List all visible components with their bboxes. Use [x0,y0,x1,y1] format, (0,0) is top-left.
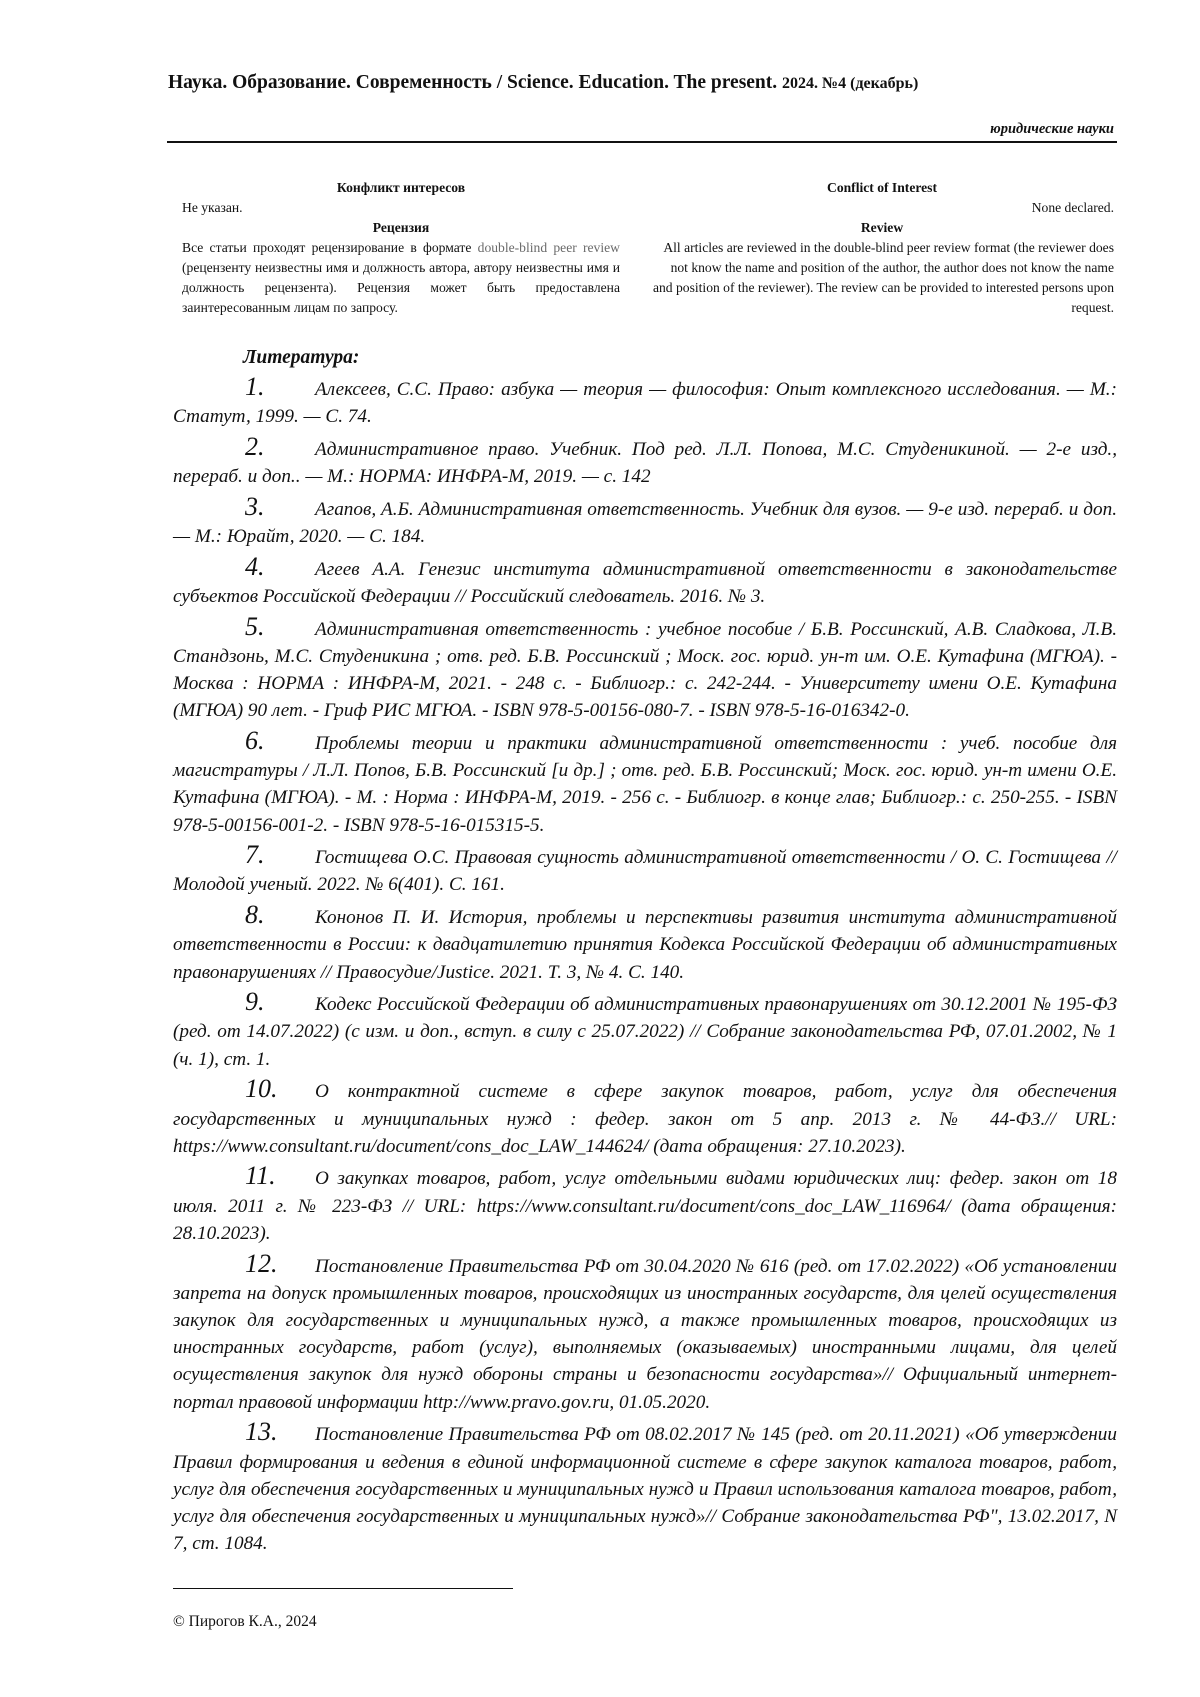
russian-declarations [182,178,620,318]
reference-number: 2. [245,431,265,461]
review-text-ru-format: double-blind peer review [477,240,620,255]
reference-number: 11. [245,1161,276,1191]
reference-number: 4. [245,551,265,581]
reference-number: 6. [245,725,265,755]
review-text-ru [182,238,620,318]
conflict-title-en: Conflict of Interest [827,180,937,195]
reference-item [173,1075,1117,1160]
reference-item [173,727,1117,839]
english-declarations [650,178,1114,318]
reference-text: Кононов П. И. История, проблемы и перспективы развития института административной ответственности в России: к двадцатилетию принятия Кодекса Российской Федерации об административных правонарушениях // Правосудие/Justice. 2021. Т. 3, № 4. С. 140. [173,907,1117,983]
reference-number: 1. [245,372,265,401]
review-text-en: All articles are reviewed in the double-blind peer review format (the reviewer does not know the name and position of the author, the author does not know the name and position of the reviewer). The review can be provided to interested persons upon request. [652,240,1114,315]
reference-text: Административное право. Учебник. Под ред. Л.Л. Попова, М.С. Студеникиной. — 2-е изд., перераб. и доп.. — М.: НОРМА: ИНФРА-М, 2019. — с. 142 [173,438,1117,488]
reference-item [173,433,1117,490]
journal-name: Наука. Образование. Современность / Science. Education. The present. [168,72,778,93]
reference-item [173,493,1117,550]
reference-text: О закупках товаров, работ, услуг отдельными видами юридических лиц: федер. закон от 18 июля. 2011 г. № 223-ФЗ // URL: https://www.consultant.ru/document/cons_doc_LAW_116964/ (дата обращения: 28.10.2023). [173,1168,1117,1244]
reference-item [173,1250,1117,1416]
reference-item [173,613,1117,725]
section-label: юридические науки [990,121,1114,137]
literature-title: Литература: [243,347,360,368]
reference-text: Проблемы теории и практики административной ответственности : учеб. пособие для магистратуры / Л.Л. Попов, Б.В. Россинский [и др.] ; отв. ред. Б.В. Россинский; Моск. гос. юрид. ун-т имени О.Е. Кутафина (МГЮА). - М. : Норма : ИНФРА-М, 2019. - 256 с. - Библиогр. в конце глав; Библиогр.: с. 250-255. - ISBN 978-5-00156-001-2. - ISBN 978-5-16-015315-5. [173,732,1117,836]
reference-item [173,1162,1117,1247]
journal-issue: 2024. №4 (декабрь) [782,75,919,92]
review-title-en: Review [860,220,904,235]
reference-text: О контрактной системе в сфере закупок товаров, работ, услуг для обеспечения государственных и муниципальных нужд : федер. закон от 5 апр. 2013 г. № 44-ФЗ.// URL: https://www.consultant.ru/document/cons_doc_LAW_144624/ (дата обращения: 27.10.2023). [173,1081,1117,1157]
reference-item [173,1418,1117,1557]
journal-title [168,72,1068,94]
reference-item [173,841,1117,898]
reference-number: 7. [245,840,265,870]
reference-text: Постановление Правительства РФ от 08.02.2017 № 145 (ред. от 20.11.2021) «Об утверждении Правил формирования и ведения в единой информационной системе в сфере закупок каталога товаров, работ, услуг для обеспечения государственных и муниципальных нужд и Правил использования каталога товаров, работ, услуг для обеспечения государственных и муниципальных нужд»// Собрание законодательства РФ", 13.02.2017, N 7, ст. 1084. [173,1424,1117,1555]
reference-text: Гостищева О.С. Правовая сущность административной ответственности / О. С. Гостищева // Молодой ученый. 2022. № 6(401). С. 161. [173,847,1117,896]
reference-item [173,988,1117,1073]
conflict-title-ru: Конфликт интересов [336,180,466,195]
reference-item [173,553,1117,610]
review-title-ru: Рецензия [372,220,430,235]
review-text-ru-part2: (рецензенту неизвестны имя и должность автора, автору неизвестны имя и должность рецензента). Рецензия может быть предоставлена заинтересованным лицам по запросу. [182,260,620,315]
header-divider [167,141,1117,143]
reference-number: 9. [245,987,265,1017]
reference-text: Административная ответственность : учебное пособие / Б.В. Россинский, А.В. Сладкова, Л.В. Стандзонь, М.С. Студеникина ; отв. ред. Б.В. Россинский ; Моск. гос. юрид. ун-т им. О.Е. Кутафина (МГЮА). - Москва : НОРМА : ИНФРА-М, 2021. - 248 с. - Библиогр.: с. 242-244. - Университету имени О.Е. Кутафина (МГЮА) 90 лет. - Гриф РИС МГЮА. - ISBN 978-5-00156-080-7. - ISBN 978-5-16-016342-0. [173,618,1117,722]
conflict-text-ru: Не указан. [182,200,243,215]
reference-number: 10. [245,1074,278,1104]
footnote-divider [173,1588,513,1589]
conflict-text-en: None declared. [1031,200,1114,215]
reference-number: 3. [245,491,265,521]
reference-list [173,373,1117,1560]
reference-text: Кодекс Российской Федерации об административных правонарушениях от 30.12.2001 № 195-ФЗ (ред. от 14.07.2022) (с изм. и доп., вступ. в силу с 25.07.2022) // Собрание законодательства РФ, 07.01.2002, № 1 (ч. 1), ст. 1. [173,994,1117,1070]
reference-number: 8. [245,900,265,930]
reference-number: 5. [245,611,265,641]
reference-text: Алексеев, С.С. Право: азбука — теория — философия: Опыт комплексного исследования. — М.: Статут, 1999. — С. 74. [173,379,1117,428]
copyright-notice: © Пирогов К.А., 2024 [173,1613,317,1630]
reference-number: 13. [245,1417,278,1447]
reference-text: Агеев А.А. Генезис института административной ответственности в законодательстве субъектов Российской Федерации // Российский следователь. 2016. № 3. [173,558,1117,607]
review-text-ru-part1: Все статьи проходят рецензирование в формате [182,240,472,255]
reference-number: 12. [245,1248,278,1278]
reference-text: Агапов, А.Б. Административная ответственность. Учебник для вузов. — 9-е изд. перераб. и доп. — М.: Юрайт, 2020. — С. 184. [173,498,1117,548]
reference-item [173,373,1117,430]
reference-item [173,901,1117,986]
reference-text: Постановление Правительства РФ от 30.04.2020 № 616 (ред. от 17.02.2022) «Об установлении запрета на допуск промышленных товаров, происходящих из иностранных государств, для целей осуществления закупок для государственных и муниципальных нужд, а также промышленных товаров, происходящих из иностранных государств, работ (услуг), выполняемых (оказываемых) иностранными лицами, для целей осуществления закупок для нужд обороны страны и безопасности государства»// Официальный интернет-портал правовой информации http://www.pravo.gov.ru, 01.05.2020. [173,1255,1117,1413]
